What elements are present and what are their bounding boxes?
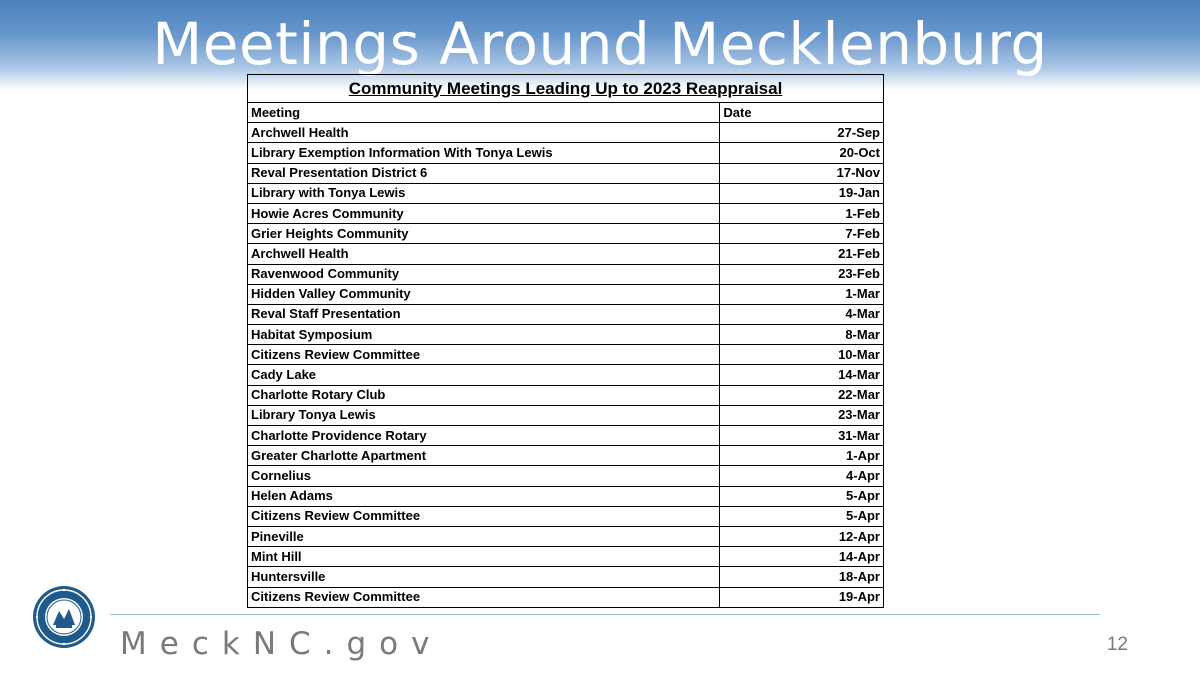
column-header-date: Date [720, 103, 884, 123]
meeting-name-cell: Reval Staff Presentation [248, 304, 720, 324]
meeting-name-cell: Archwell Health [248, 123, 720, 143]
meeting-name-cell: Charlotte Rotary Club [248, 385, 720, 405]
column-header-meeting: Meeting [248, 103, 720, 123]
slide-title: Meetings Around Mecklenburg [152, 10, 1048, 78]
meeting-date-cell: 5-Apr [720, 486, 884, 506]
meeting-date-cell: 14-Apr [720, 547, 884, 567]
meeting-date-cell: 31-Mar [720, 426, 884, 446]
meeting-name-cell: Charlotte Providence Rotary [248, 426, 720, 446]
table-row [248, 526, 884, 546]
meeting-name-cell: Citizens Review Committee [248, 506, 720, 526]
table-row [248, 143, 884, 163]
table-row [248, 466, 884, 486]
meeting-name-cell: Mint Hill [248, 547, 720, 567]
meeting-date-cell: 27-Sep [720, 123, 884, 143]
meeting-name-cell: Library with Tonya Lewis [248, 183, 720, 203]
meeting-date-cell: 20-Oct [720, 143, 884, 163]
meeting-date-cell: 23-Mar [720, 405, 884, 425]
meeting-date-cell: 8-Mar [720, 325, 884, 345]
meeting-name-cell: Archwell Health [248, 244, 720, 264]
meeting-date-cell: 4-Apr [720, 466, 884, 486]
meeting-date-cell: 19-Jan [720, 183, 884, 203]
meeting-date-cell: 17-Nov [720, 163, 884, 183]
meeting-name-cell: Cornelius [248, 466, 720, 486]
footer-website: MeckNC.gov [120, 626, 443, 662]
table-row [248, 123, 884, 143]
table-row [248, 405, 884, 425]
meeting-date-cell: 18-Apr [720, 567, 884, 587]
table-row [248, 203, 884, 223]
meeting-date-cell: 23-Feb [720, 264, 884, 284]
meetings-table [247, 74, 884, 608]
meeting-name-cell: Howie Acres Community [248, 203, 720, 223]
meeting-name-cell: Library Exemption Information With Tonya Lewis [248, 143, 720, 163]
table-row [248, 547, 884, 567]
meeting-date-cell: 5-Apr [720, 506, 884, 526]
table-header-row [248, 103, 884, 123]
meeting-date-cell: 12-Apr [720, 526, 884, 546]
meeting-name-cell: Grier Heights Community [248, 224, 720, 244]
table-caption-row [248, 75, 884, 103]
table-row [248, 365, 884, 385]
meeting-name-cell: Reval Presentation District 6 [248, 163, 720, 183]
table-row [248, 506, 884, 526]
meeting-date-cell: 7-Feb [720, 224, 884, 244]
table-row [248, 345, 884, 365]
footer-divider [110, 614, 1100, 615]
table-body [248, 123, 884, 608]
meeting-name-cell: Citizens Review Committee [248, 587, 720, 607]
table-row [248, 264, 884, 284]
table-row [248, 325, 884, 345]
table-row [248, 567, 884, 587]
meeting-name-cell: Helen Adams [248, 486, 720, 506]
meeting-name-cell: Greater Charlotte Apartment [248, 446, 720, 466]
table-row [248, 284, 884, 304]
meeting-date-cell: 21-Feb [720, 244, 884, 264]
table-caption: Community Meetings Leading Up to 2023 Reappraisal [248, 75, 884, 103]
table-row [248, 385, 884, 405]
table-row [248, 304, 884, 324]
meeting-date-cell: 19-Apr [720, 587, 884, 607]
county-seal-icon [32, 585, 96, 649]
meeting-name-cell: Habitat Symposium [248, 325, 720, 345]
table-row [248, 163, 884, 183]
meeting-date-cell: 10-Mar [720, 345, 884, 365]
meeting-name-cell: Hidden Valley Community [248, 284, 720, 304]
meeting-date-cell: 22-Mar [720, 385, 884, 405]
meeting-date-cell: 14-Mar [720, 365, 884, 385]
meeting-name-cell: Cady Lake [248, 365, 720, 385]
page-number: 12 [1106, 634, 1128, 655]
meeting-date-cell: 1-Mar [720, 284, 884, 304]
table-row [248, 446, 884, 466]
meeting-date-cell: 4-Mar [720, 304, 884, 324]
meeting-date-cell: 1-Feb [720, 203, 884, 223]
table-row [248, 486, 884, 506]
table-row [248, 426, 884, 446]
table-row [248, 587, 884, 607]
table-row [248, 224, 884, 244]
meeting-name-cell: Citizens Review Committee [248, 345, 720, 365]
meeting-name-cell: Library Tonya Lewis [248, 405, 720, 425]
meeting-name-cell: Huntersville [248, 567, 720, 587]
meeting-date-cell: 1-Apr [720, 446, 884, 466]
meeting-name-cell: Ravenwood Community [248, 264, 720, 284]
meeting-name-cell: Pineville [248, 526, 720, 546]
table-row [248, 183, 884, 203]
table-row [248, 244, 884, 264]
